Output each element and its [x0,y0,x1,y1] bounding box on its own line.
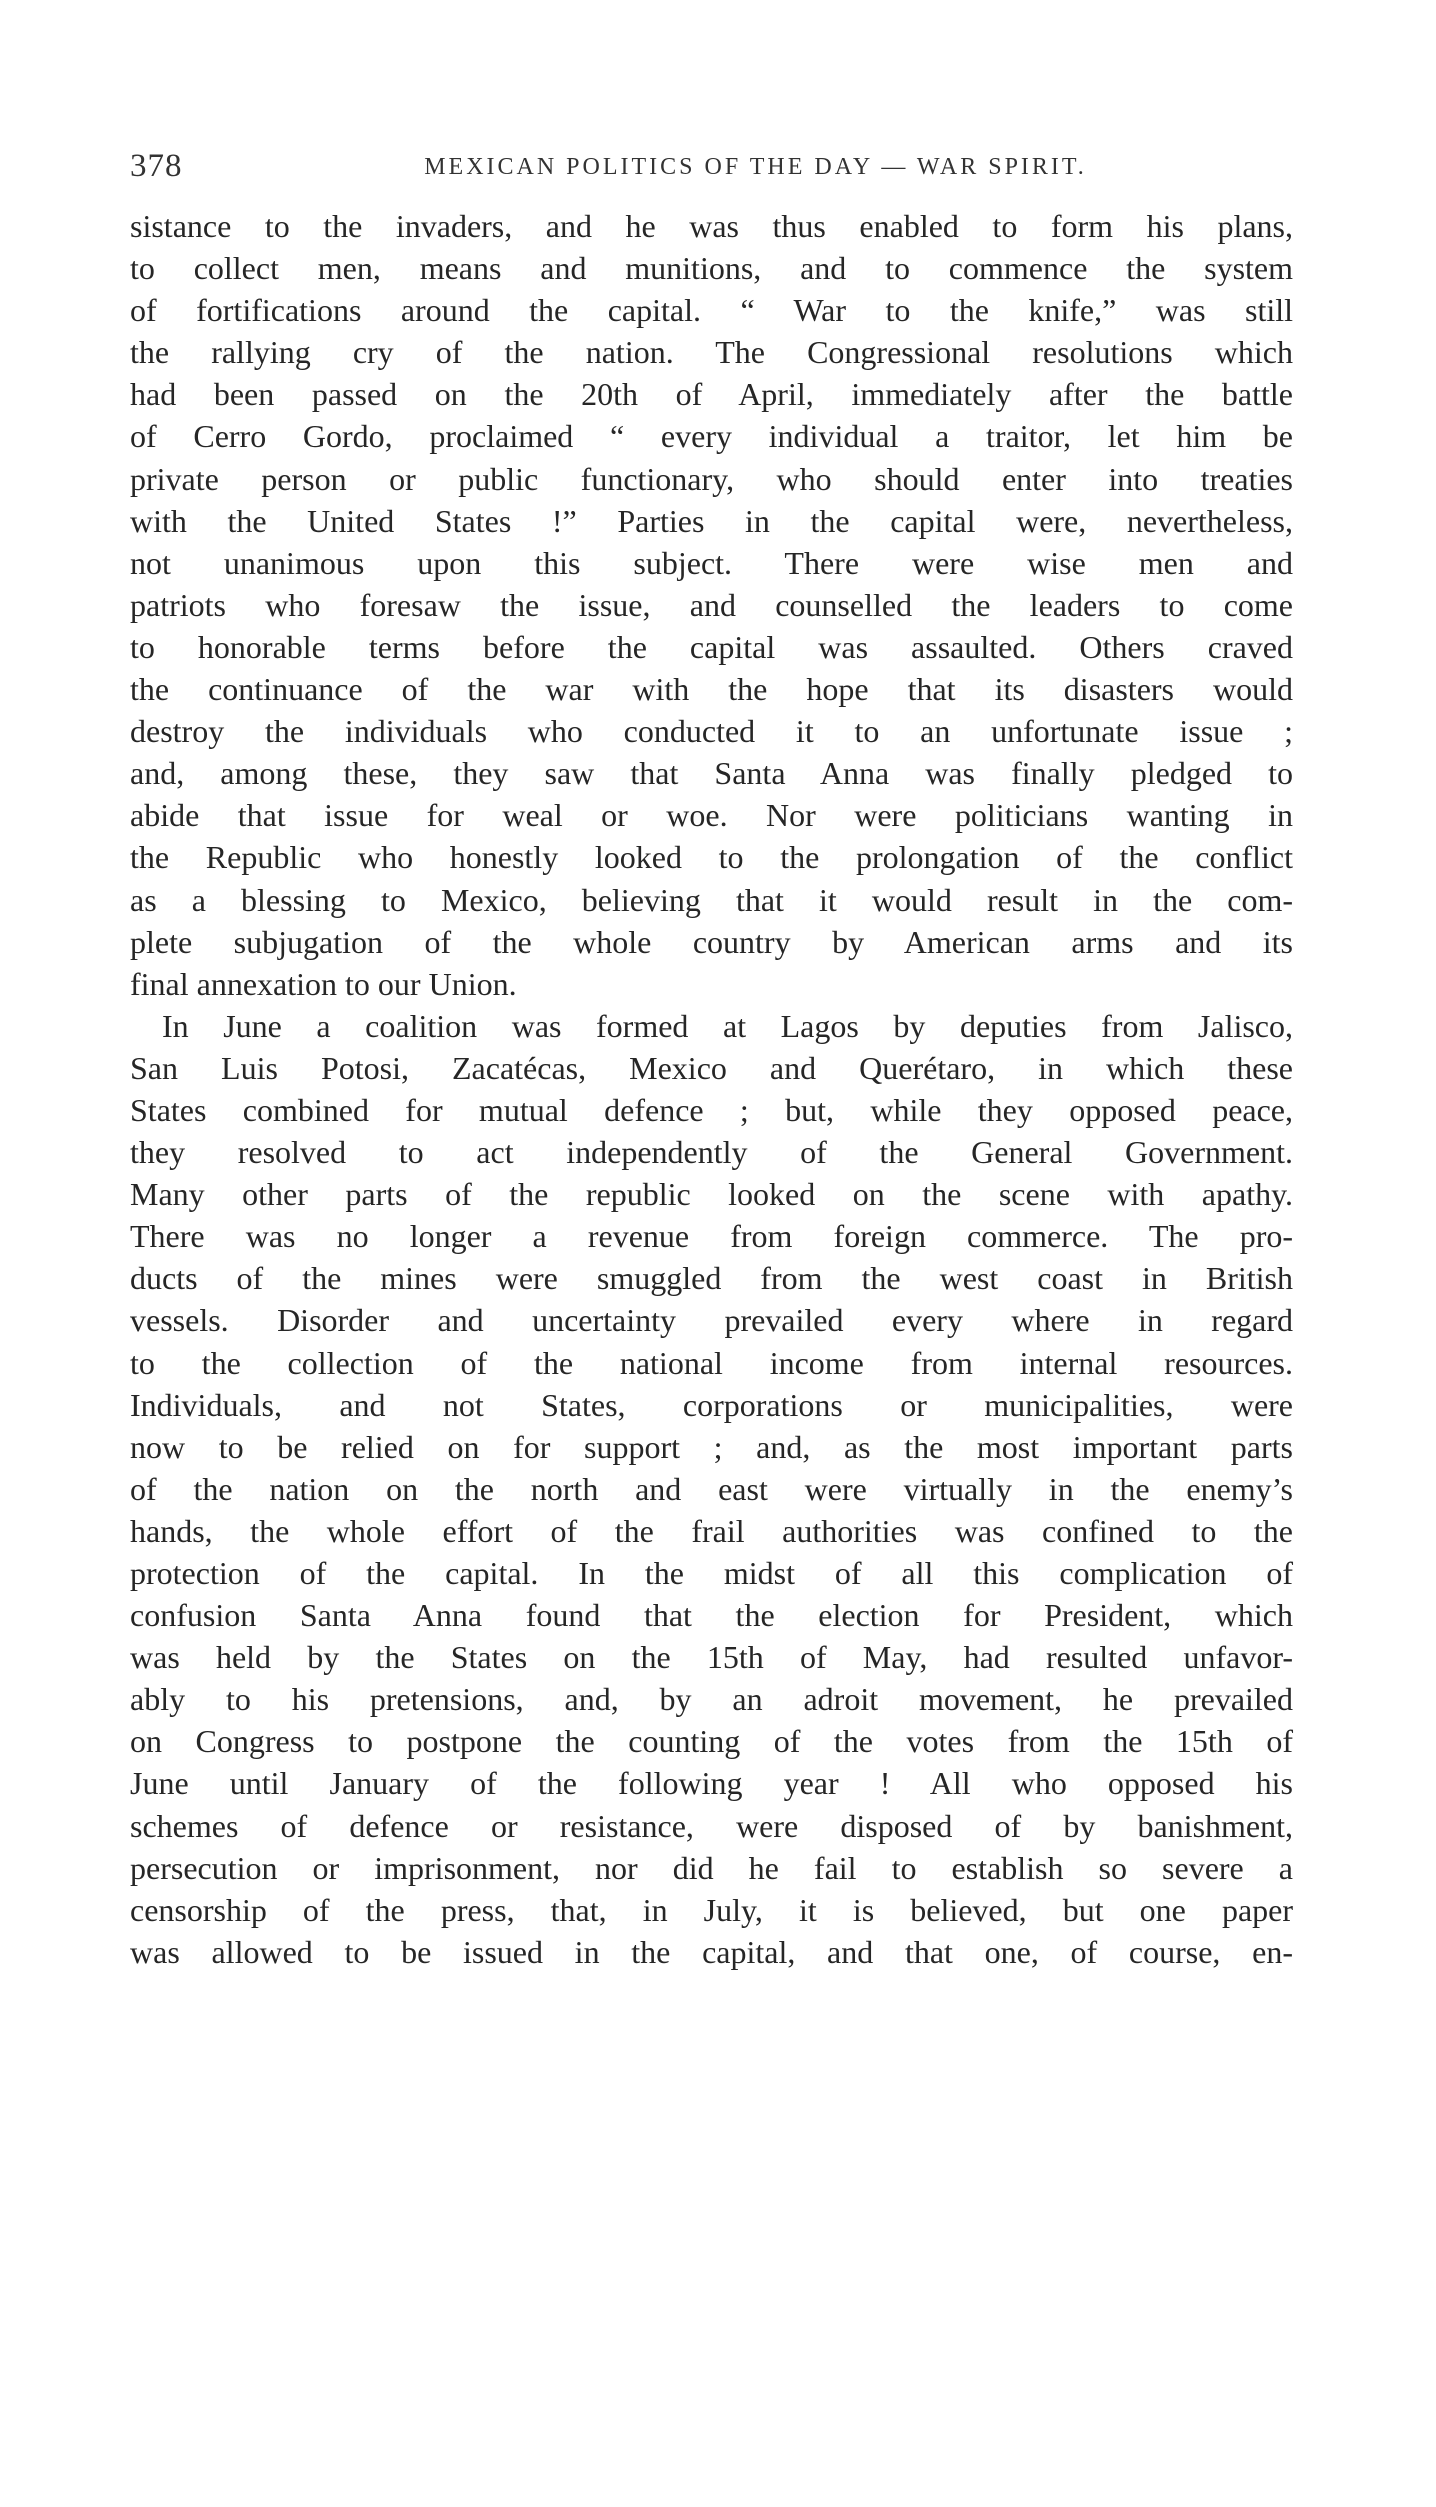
text-line: they resolved to act independently of the General Government. [130,1134,1293,1171]
text-line: of the nation on the north and east were virtually in the enemy’s [130,1470,1293,1507]
paragraph [130,205,1293,1005]
text-line: to honorable terms before the capital was assaulted. Others craved [130,628,1293,665]
text-line: the continuance of the war with the hope that its disasters would [130,671,1293,708]
text-line: final annexation to our Union. [130,965,517,1002]
text-line: There was no longer a revenue from foreign commerce. The pro- [130,1218,1293,1255]
text-line: had been passed on the 20th of April, immediately after the battle [130,376,1293,413]
text-line: private person or public functionary, who should enter into treaties [130,460,1293,497]
text-line: of fortifications around the capital. “ War to the knife,” was still [130,292,1293,329]
paragraph [130,1005,1293,1973]
text-line: and, among these, they saw that Santa Anna was finally pledged to [130,755,1293,792]
text-line: hands, the whole effort of the frail authorities was confined to the [130,1512,1293,1549]
text-line: protection of the capital. In the midst of all this complication of [130,1555,1293,1591]
text-line: was allowed to be issued in the capital, and that one, of course, en- [130,1933,1293,1970]
text-line: the Republic who honestly looked to the prolongation of the conflict [130,839,1293,876]
text-line: was held by the States on the 15th of May, had resulted unfavor- [130,1639,1293,1676]
text-line: Many other parts of the republic looked on the scene with apathy. [130,1176,1293,1213]
text-line: patriots who foresaw the issue, and counselled the leaders to come [130,586,1293,623]
text-line: In June a coalition was formed at Lagos by deputies from Jalisco, [162,1007,1293,1044]
text-line: ably to his pretensions, and, by an adroit movement, he prevailed [130,1681,1293,1718]
text-line: of Cerro Gordo, proclaimed “ every individual a traitor, let him be [130,418,1293,455]
text-line: on Congress to postpone the counting of the votes from the 15th of [130,1723,1293,1760]
body-text [130,205,1293,1973]
text-line: sistance to the invaders, and he was thus enabled to form his plans, [130,208,1293,244]
text-line: as a blessing to Mexico, believing that it would result in the com- [130,881,1293,918]
text-line: to collect men, means and munitions, and to commence the system [130,250,1293,287]
text-line: not unanimous upon this subject. There were wise men and [130,544,1293,581]
running-head [130,148,1293,184]
text-line: vessels. Disorder and uncertainty prevailed every where in regard [130,1302,1293,1339]
text-line: censorship of the press, that, in July, it is believed, but one paper [130,1891,1293,1928]
text-line: confusion Santa Anna found that the election for President, which [130,1597,1293,1634]
text-line: to the collection of the national income from internal resources. [130,1344,1293,1381]
text-line: Individuals, and not States, corporations or municipalities, were [130,1386,1293,1423]
text-line: States combined for mutual defence ; but, while they opposed peace, [130,1091,1293,1128]
text-line: destroy the individuals who conducted it to an unfortunate issue ; [130,713,1293,750]
text-line: San Luis Potosi, Zacatécas, Mexico and Querétaro, in which these [130,1049,1293,1086]
page-number: 378 [130,148,183,184]
running-title: MEXICAN POLITICS OF THE DAY — WAR SPIRIT. [424,154,1087,180]
text-line: persecution or imprisonment, nor did he fail to establish so severe a [130,1849,1293,1886]
text-line: now to be relied on for support ; and, as the most important parts [130,1428,1293,1465]
text-line: ducts of the mines were smuggled from the west coast in British [130,1260,1293,1297]
text-line: plete subjugation of the whole country by American arms and its [130,923,1293,960]
text-line: abide that issue for weal or woe. Nor were politicians wanting in [130,797,1293,834]
text-line: with the United States !” Parties in the capital were, nevertheless, [130,502,1293,539]
text-line: the rallying cry of the nation. The Congressional resolutions which [130,334,1293,371]
text-line: schemes of defence or resistance, were disposed of by banishment, [130,1807,1293,1844]
text-line: June until January of the following year ! All who opposed his [130,1765,1293,1802]
